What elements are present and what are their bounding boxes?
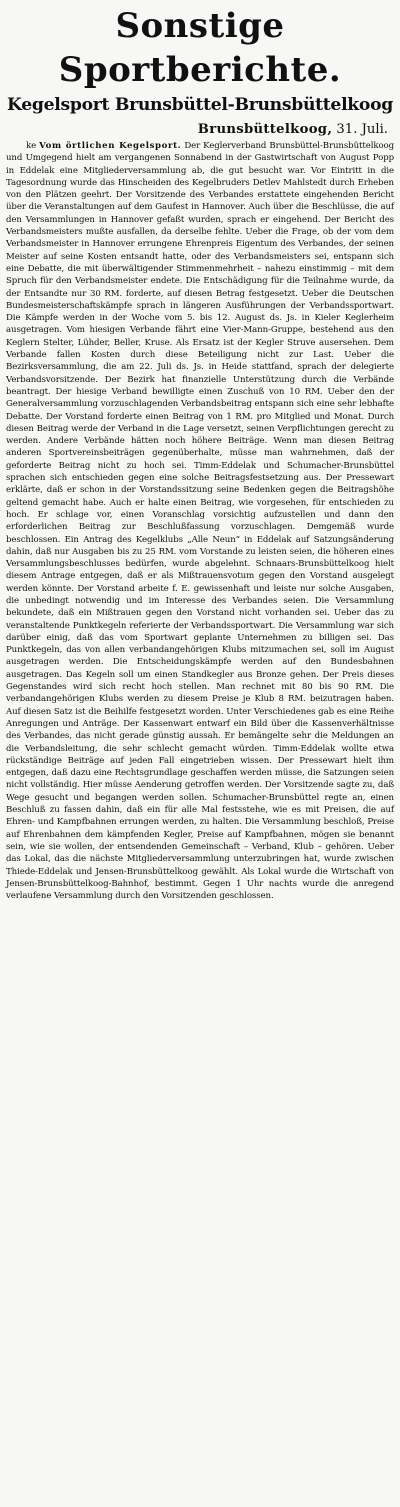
dateline-place: Brunsbüttelkoog, [197, 122, 333, 137]
dateline [6, 120, 394, 140]
section-headline: Sonstige Sportberichte. [58, 6, 342, 90]
article-subheadline: Kegelsport Brunsbüttel-Brunsbüttelkoog [7, 95, 393, 115]
article-text: Der Keglerverband Brunsbüttel-Brunsbüttelkoog und Umgegend hielt am vergangenen Sonnabend in der Gastwirtschaft von August Popp in Eddelak eine Mitgliederversammlung ab, die gut besucht war. Vor Eintritt in die Tagesordnung wurde das Hinscheiden des Kegelbruders Detlev Mahlstedt durch Erheben von den Plätzen geehrt. Der Vorsitzende des Verbandes erstattete eingehenden Bericht über die Veranstaltungen auf dem Gaufest in Hannover. Auch über die Beschlüsse, die auf den Versammlungen in Hannover gefaßt wurden, sprach er eingehend. Der Bericht des Verbandsmeisters mußte ausfallen, da derselbe fehlte. Ueber die Frage, ob der vom dem Verbandsmeister in Hannover errungene Ehrenpreis Eigentum des Verbandes, der seinen Meister auf seine Kosten entsandt hatte, oder des Verbandsmeisters sei, entspann sich eine Debatte, die mit überwältigender Stimmenmehrheit – nahezu einstimmig – mit dem Spruch für den Verbandsmeister endete. Die Entschädigung für die Teilnahme wurde, da der Entsandte nur 30 RM. forderte, auf diesen Betrag festgesetzt. Ueber die Deutschen Bundesmeisterschaftskämpfe sprach in längeren Ausführungen der Verbandssportwart. Die Kämpfe werden in der Woche vom 5. bis 12. August ds. Js. in Kieler Keglerheim ausgetragen. Vom hiesigen Verbande fährt eine Vier-Mann-Gruppe, bestehend aus den Keglern Stelter, Lühder, Beller, Kruse. Als Ersatz ist der Kegler Struve ausersehen. Dem Verbande fallen Kosten durch diese Beteiligung nicht zur Last. Ueber die Bezirksversammlung, die am 22. Juli ds. Js. in Heide stattfand, sprach der delegierte Verbandsvorsitzende. Der Bezirk hat finanzielle Unterstützung durch die Verbände beantragt. Der hiesige Verband bewilligte einen Zuschuß von 10 RM. Ueber den der Generalversammlung vorzuschlagenden Verbandsbeitrag entspann sich eine sehr lebhafte Debatte. Der Vorstand forderte einen Beitrag von 1 RM. pro Mitglied und Monat. Durch diesen Beitrag werde der Verband in die Lage versetzt, seinen Verpflichtungen gerecht zu werden. Andere Verbände hätten noch höhere Beiträge. Wenn man diesen Beitrag anderen Sportvereinsbeiträgen gegenüberhalte, müsse man wahrnehmen, daß der geforderte Beitrag nicht zu hoch sei. Timm-Eddelak und Schumacher-Brunsbüttel sprachen sich entschieden gegen eine solche Beitragsfestsetzung aus. Der Pressewart erklärte, daß er schon in der Vorstandssitzung seine Bedenken gegen die Beitragshöhe geltend gemacht habe. Auch er halte einen Beitrag, wie vorgesehen, für entschieden zu hoch. Er schlage vor, einen Voranschlag vorsichtig aufzustellen und dann den erforderlichen Beitrag zur Beschlußfassung vorzuschlagen. Demgemäß wurde beschlossen. Ein Antrag des Kegelklubs „Alle Neun“ in Eddelak auf Satzungsänderung dahin, daß nur Ausgaben bis zu 25 RM. vom Vorstande zu leisten seien, die höheren eines Versammlungsbeschlusses bedürfen, wurde abgelehnt. Schnaars-Brunsbüttelkoog hielt diesem Antrage entgegen, daß er als Mißtrauensvotum gegen den Vorstand ausgelegt werden könnte. Der Vorstand arbeite f. E. gewissenhaft und leiste nur solche Ausgaben, die unbedingt notwendig und im Interesse des Verbandes seien. Die Versammlung bekundete, daß ein Mißtrauen gegen den Vorstand nicht vorhanden sei. Ueber das zu veranstaltende Punktkegeln referierte der Verbandssportwart. Die Versammlung war sich darüber einig, daß das vom Sportwart geplante Unternehmen zu billigen sei. Das Punktkegeln, das von allen verbandangehörigen Klubs mitzumachen sei, soll im August ausgetragen werden. Die Entscheidungskämpfe werden auf den Bundesbahnen ausgetragen. Das Kegeln soll um einen Standkegler aus Bronze gehen. Der Preis dieses Gegenstandes wird sich recht hoch stellen. Man rechnet mit 80 bis 90 RM. Die verbandangehörigen Klubs werden zu diesem Preise je Klub 8 RM. beizutragen haben. Auf diesen Satz ist die Beihilfe festgesetzt worden. Unter Verschiedenes gab es eine Reihe Anregungen und Anträge. Der Kassenwart entwarf ein Bild über die Kassenverhältnisse des Verbandes, das nicht gerade günstig aussah. Er bemängelte sehr die Meldungen an die Verbandsleitung, die sehr schlecht gemacht würden. Timm-Eddelak wollte etwa rückständige Beiträge auf jeden Fall eingetrieben wissen. Der Pressewart hielt ihm entgegen, daß dazu eine Rechtsgrundlage geschaffen werden müsse, die Satzungen seien nicht vollständig. Hier müsse Aenderung getroffen werden. Der Vorsitzende sagte zu, daß Wege gesucht und begangen werden sollen. Schumacher-Brunsbüttel regte an, einen Beschluß zu fassen dahin, daß ein für alle Mal festsstehe, wie es mit Preisen, die auf Ehren- und Kampfbahnen errungen werden, zu halten. Die Versammlung beschloß, Preise auf Ehrenbahnen dem kämpfenden Kegler, Preise auf Kampfbahnen, mögen sie benannt sein, wie sie wollen, der entsendenden Gemeinschaft – Verband, Klub – gehören. Ueber das Lokal, das die nächste Mitgliederversammlung unterzubringen hat, wurde zwischen Thiede-Eddelak und Jensen-Brunsbüttelkoog gewählt. Als Lokal wurde die Wirtschaft von Jensen-Brunsbüttelkoog-Bahnhof, bestimmt. Gegen 1 Uhr nachts wurde die anregend verlaufene Versammlung durch den Vorsitzenden geschlossen. [6, 141, 394, 902]
dateline-date: 31. Juli. [336, 122, 388, 137]
article-body [6, 140, 394, 902]
author-initials: ke [26, 141, 37, 151]
article-lead: Vom örtlichen Kegelsport. [39, 141, 182, 151]
